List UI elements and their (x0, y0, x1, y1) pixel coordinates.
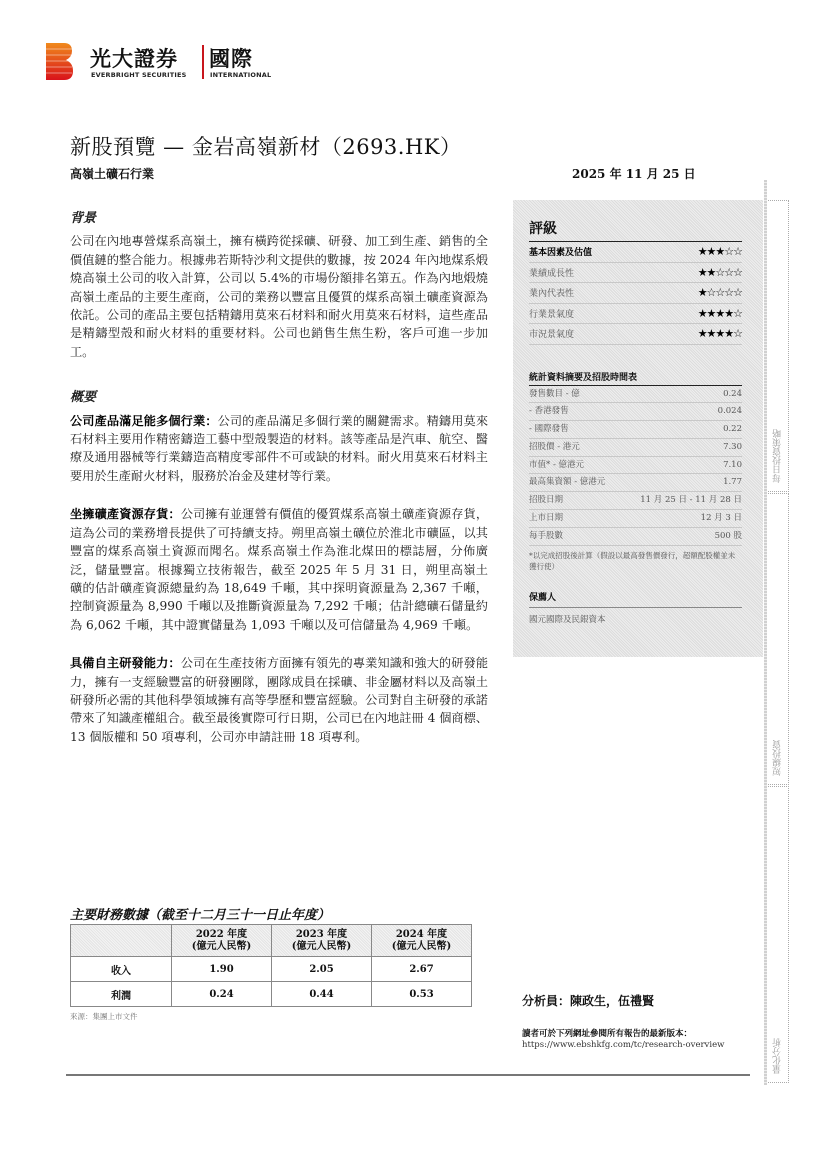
rating-row (529, 263, 742, 284)
financials-col-header: 2023 年度 (億元人民幣) (272, 925, 372, 957)
overview-item-text: 公司在生產技術方面擁有領先的專業知識和強大的研發能力，擁有一支經驗豐富的研發團隊，團隊成員在採礦、非金屬材料以及高嶺土研發所必需的其他科學領域擁有高等學歷和豐富經驗。公司對自主研發的承諾帶來了知識產權組合。截至最後實際可行日期，公司已在內地註冊 4 個商標、13 個版權和 50 項專利，公司亦申請註冊 18 項專利。 (70, 656, 489, 744)
stat-row (529, 510, 742, 528)
side-tab-label: 短線投資 (773, 740, 783, 776)
stat-row (529, 492, 742, 510)
overview-item-text: 公司的產品滿足多個行業的關鍵需求。精鑄用莫來石材料主要用作精密鑄造工藝中型殼製造的材料。該等產品是汽車、航空、醫療及通用器械等行業鑄造高精度零部件不可或缺的材料。耐火用莫來石材料主要用於生產耐火材料，服務於冶金及建材等行業。 (70, 413, 489, 483)
stat-value: 12 月 3 日 (700, 513, 742, 524)
overview-item (70, 412, 488, 486)
stats-title: 統計資料摘要及招股時間表 (529, 370, 742, 386)
report-title: 新股預覽 — 金岩高嶺新材（2693.HK） (70, 135, 462, 159)
rating-label: 市況景氣度 (529, 330, 575, 341)
cell-value: 0.44 (272, 982, 372, 1007)
stat-label: 每手股數 (529, 530, 564, 541)
cell-value: 2.05 (272, 957, 372, 982)
side-tab-label: 量化分析 (773, 1038, 783, 1074)
industry-label: 高嶺土礦石行業 (70, 167, 155, 181)
star-rating-icon: ★★★★☆ (697, 327, 742, 341)
stat-value: 0.024 (717, 406, 742, 417)
side-tab-quant[interactable] (768, 786, 789, 1083)
logo-text-en: EVERBRIGHT SECURITIES (91, 71, 187, 79)
financials-col-header: 2022 年度 (億元人民幣) (172, 925, 272, 957)
side-tab-label: 每日投資策略 (773, 429, 783, 483)
stat-label: 上市日期 (529, 513, 564, 524)
stat-value: 11 月 25 日 - 11 月 28 日 (640, 495, 742, 506)
overview-heading: 概要 (70, 390, 97, 406)
star-rating-icon: ★★★★☆ (697, 306, 742, 320)
stat-row (529, 457, 742, 475)
company-logo (44, 41, 284, 83)
logo-divider (202, 45, 204, 79)
rating-table (529, 242, 742, 345)
rating-title: 評級 (529, 218, 742, 242)
financials-table (70, 924, 472, 1007)
stat-value: 500 股 (714, 530, 742, 541)
stats-note: *以完成招股後計算（假設以最高發售價發行，超額配股權並未獲行使） (529, 550, 736, 571)
financials-title: 主要財務數據（截至十二月三十一日止年度） (70, 908, 331, 923)
overview-item-text: 公司擁有並運營有價值的優質煤系高嶺土礦產資源存貨，這為公司的業務增長提供了可持續支持。朔里高嶺土礦位於淮北市礦區，以其豐富的煤系高嶺土資源而聞名。煤系高嶺土作為淮北煤田的標誌層，分佈廣泛，儲量豐富。根據獨立技術報告，截至 2025 年 5 月 31 日，朔里高嶺土礦的估計礦產資源總量約為 18,649 千噸，其中探明資源量為 2,367 千噸，控制資源量為 8,990 千噸以及推斷資源量為 7,292 千噸；估計總礦石儲量約為 6,062 千噸，其中證實儲量為 1,093 千噸以及可信儲量為 4,969 千噸。 (70, 507, 489, 632)
side-tab-short-term[interactable] (768, 493, 789, 785)
star-rating-icon: ★★★☆☆ (697, 245, 742, 259)
financials-source: 來源：集團上市文件 (70, 1012, 138, 1021)
cell-value: 0.53 (372, 982, 472, 1007)
stat-value: 0.22 (723, 424, 742, 435)
stat-row (529, 439, 742, 457)
cell-value: 1.90 (172, 957, 272, 982)
rating-label: 業績成長性 (529, 268, 575, 279)
rating-label: 行業景氣度 (529, 309, 575, 320)
row-label: 利潤 (71, 982, 172, 1007)
stat-label: - 香港發售 (529, 406, 569, 417)
stats-table (529, 386, 742, 546)
bottom-divider (66, 1074, 750, 1076)
rating-row (529, 283, 742, 304)
sponsor-value: 國元國際及民銀資本 (529, 614, 606, 625)
logo-text-en-intl: INTERNATIONAL (210, 71, 272, 79)
rating-row (529, 324, 742, 345)
background-text: 公司在內地專營煤系高嶺土，擁有橫跨從採礦、研發、加工到生產、銷售的全價值鏈的整合能力。根據弗若斯特沙利文提供的數據，按 2024 年內地煤系煅燒高嶺土公司的收入計算，公司以 5.4%的市場份額排名第五。作為內地煅燒高嶺土產品的主要生產商，公司的業務以豐富且優質的煤系高嶺土礦產資源為依託。公司的產品主要包括精鑄用莫來石材料和耐火用莫來石材料，這些產品是精鑄型殼和耐火材料的重要材料。公司也銷售生焦生粉，客戶可進一步加工。 (70, 234, 488, 359)
side-tab-rail (764, 180, 767, 1085)
stat-row (529, 474, 742, 492)
stat-label: - 國際發售 (529, 424, 569, 435)
stat-value: 7.30 (723, 441, 742, 452)
star-rating-icon: ★☆☆☆☆ (697, 286, 742, 300)
analyst-names: 分析員：陳政生，伍禮賢 (522, 994, 655, 1008)
overview-item-title: 坐擁礦產資源存貨： (70, 507, 181, 522)
rating-row (529, 242, 742, 263)
stat-label: 最高集資額 - 億港元 (529, 477, 606, 488)
stat-row (529, 421, 742, 439)
rating-label: 基本因素及估值 (529, 248, 593, 259)
stat-row (529, 386, 742, 404)
background-heading: 背景 (70, 211, 97, 226)
overview-item-title: 公司產品滿足能多個行業： (70, 413, 218, 428)
rating-row (529, 304, 742, 325)
logo-text-cn: 光大證券 (90, 47, 178, 71)
stat-value: 1.77 (723, 477, 742, 488)
table-row (71, 982, 472, 1007)
main-content (70, 210, 488, 746)
rating-label: 業內代表性 (529, 289, 575, 300)
financials-header-blank (71, 925, 172, 957)
stat-label: 招股價 - 港元 (529, 441, 580, 452)
everbright-logo-mark-icon (44, 41, 74, 81)
stat-row (529, 403, 742, 421)
report-date: 2025 年 11 月 25 日 (572, 167, 696, 181)
financials-col-header: 2024 年度 (億元人民幣) (372, 925, 472, 957)
stat-value: 7.10 (723, 459, 742, 470)
star-rating-icon: ★★☆☆☆ (697, 265, 742, 279)
overview-item (70, 505, 488, 634)
overview-item-title: 具備自主研發能力： (70, 656, 181, 671)
stat-label: 市值* - 億港元 (529, 459, 585, 470)
cell-value: 2.67 (372, 957, 472, 982)
summary-sidebar (513, 200, 763, 657)
side-tab-daily-strategy[interactable] (768, 200, 789, 492)
stat-row (529, 528, 742, 546)
logo-text-cn-intl: 國際 (209, 47, 253, 71)
overview-item (70, 654, 488, 746)
stat-label: 發售數目 - 億 (529, 388, 580, 399)
cell-value: 0.24 (172, 982, 272, 1007)
sponsor-title: 保薦人 (529, 590, 742, 608)
stat-value: 0.24 (723, 388, 742, 399)
stat-label: 招股日期 (529, 495, 564, 506)
research-url-link[interactable]: https://www.ebshkfg.com/tc/research-overview (522, 1040, 725, 1050)
row-label: 收入 (71, 957, 172, 982)
table-row (71, 957, 472, 982)
readers-note: 讀者可於下列網址參閱所有報告的最新版本： (522, 1029, 693, 1039)
